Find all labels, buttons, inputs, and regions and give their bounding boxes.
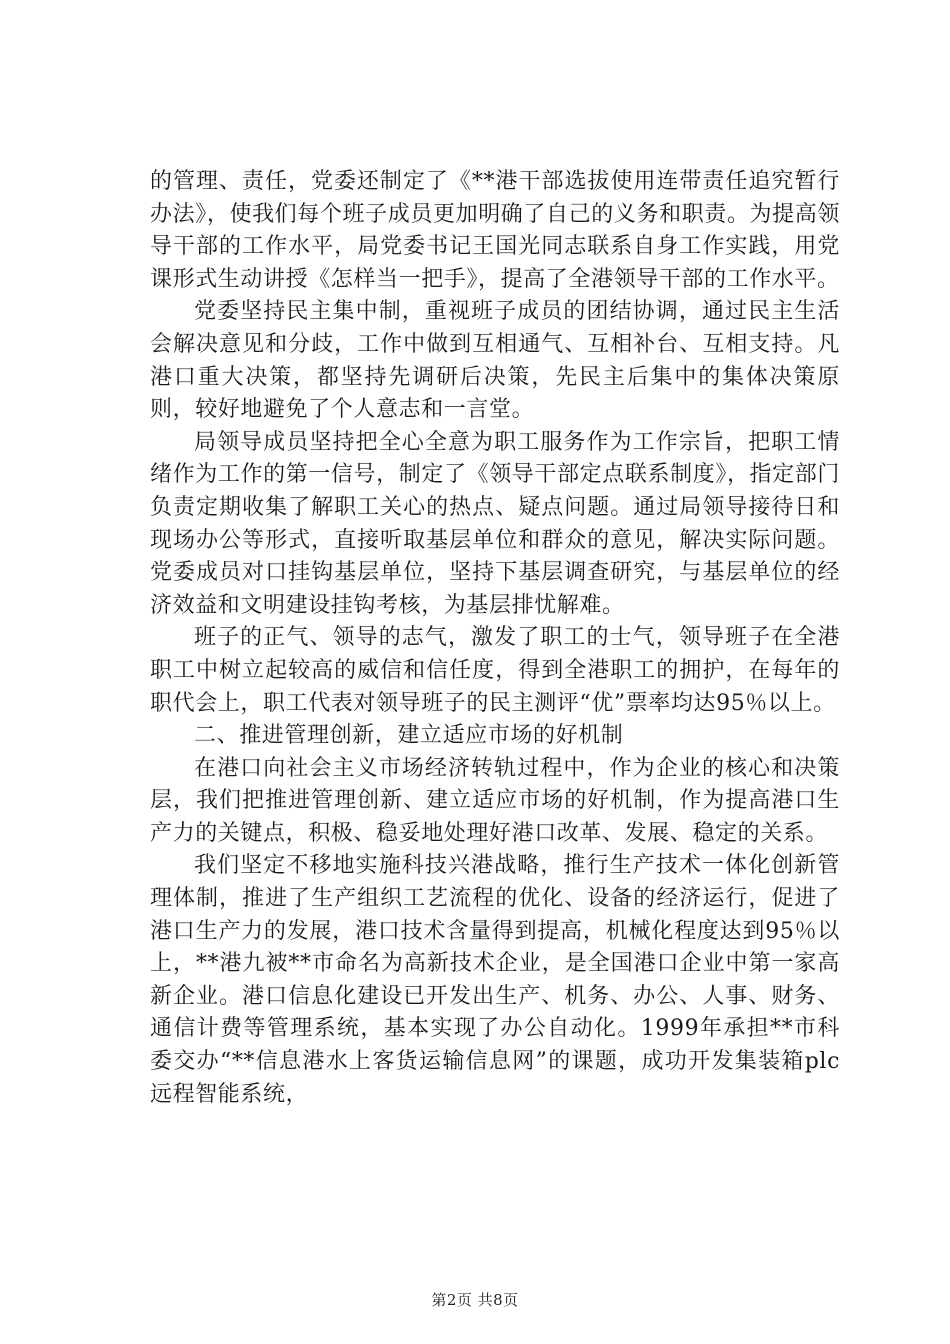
paragraph-1: 的管理、责任，党委还制定了《**港干部选拔使用连带责任追究暂行办法》，使我们每个班子成员更加明确了自己的义务和职责。为提高领导干部的工作水平，局党委书记王国光同志联系自身工作实践，用党课形式生动讲授《怎样当一把手》，提高了全港领导干部的工作水平。 xyxy=(150,169,840,292)
paragraph-5: 在港口向社会主义市场经济转轨过程中，作为企业的核心和决策层，我们把推进管理创新、建立适应市场的好机制，作为提高港口生产力的关键点，积极、稳妥地处理好港口改革、发展、稳定的关系。 xyxy=(150,755,840,846)
paragraph-3: 局领导成员坚持把全心全意为职工服务作为工作宗旨，把职工情绪作为工作的第一信号，制定了《领导干部定点联系制度》，指定部门负责定期收集了解职工关心的热点、疑点问题。通过局领导接待日和现场办公等形式，直接听取基层单位和群众的意见，解决实际问题。党委成员对口挂钩基层单位，坚持下基层调查研究，与基层单位的经济效益和文明建设挂钩考核，为基层排忧解难。 xyxy=(150,429,840,618)
paragraph-2: 党委坚持民主集中制，重视班子成员的团结协调，通过民主生活会解决意见和分歧，工作中做到互相通气、互相补台、互相支持。凡港口重大决策，都坚持先调研后决策，先民主后集中的集体决策原则，较好地避免了个人意志和一言堂。 xyxy=(150,299,840,423)
paragraph-4: 班子的正气、领导的志气，激发了职工的士气，领导班子在全港职工中树立起较高的威信和信任度，得到全港职工的拥护，在每年的职代会上，职工代表对领导班子的民主测评“优”票率均达95％以上。 xyxy=(150,625,840,716)
document-body xyxy=(150,166,840,1111)
paragraph-6: 我们坚定不移地实施科技兴港战略，推行生产技术一体化创新管理体制，推进了生产组织工艺流程的优化、设备的经济运行，促进了港口生产力的发展，港口技术含量得到提高，机械化程度达到95％以上，**港九被**市命名为高新技术企业，是全国港口企业中第一家高新企业。港口信息化建设已开发出生产、机务、办公、人事、财务、通信计费等管理系统，基本实现了办公自动化。1999年承担**市科委交办“**信息港水上客货运输信息网”的课题，成功开发集装箱plc远程智能系统， xyxy=(150,853,840,1107)
page-number-footer: 第2页 共8页 xyxy=(431,1291,519,1309)
section-heading: 二、推进管理创新，建立适应市场的好机制 xyxy=(194,723,624,749)
